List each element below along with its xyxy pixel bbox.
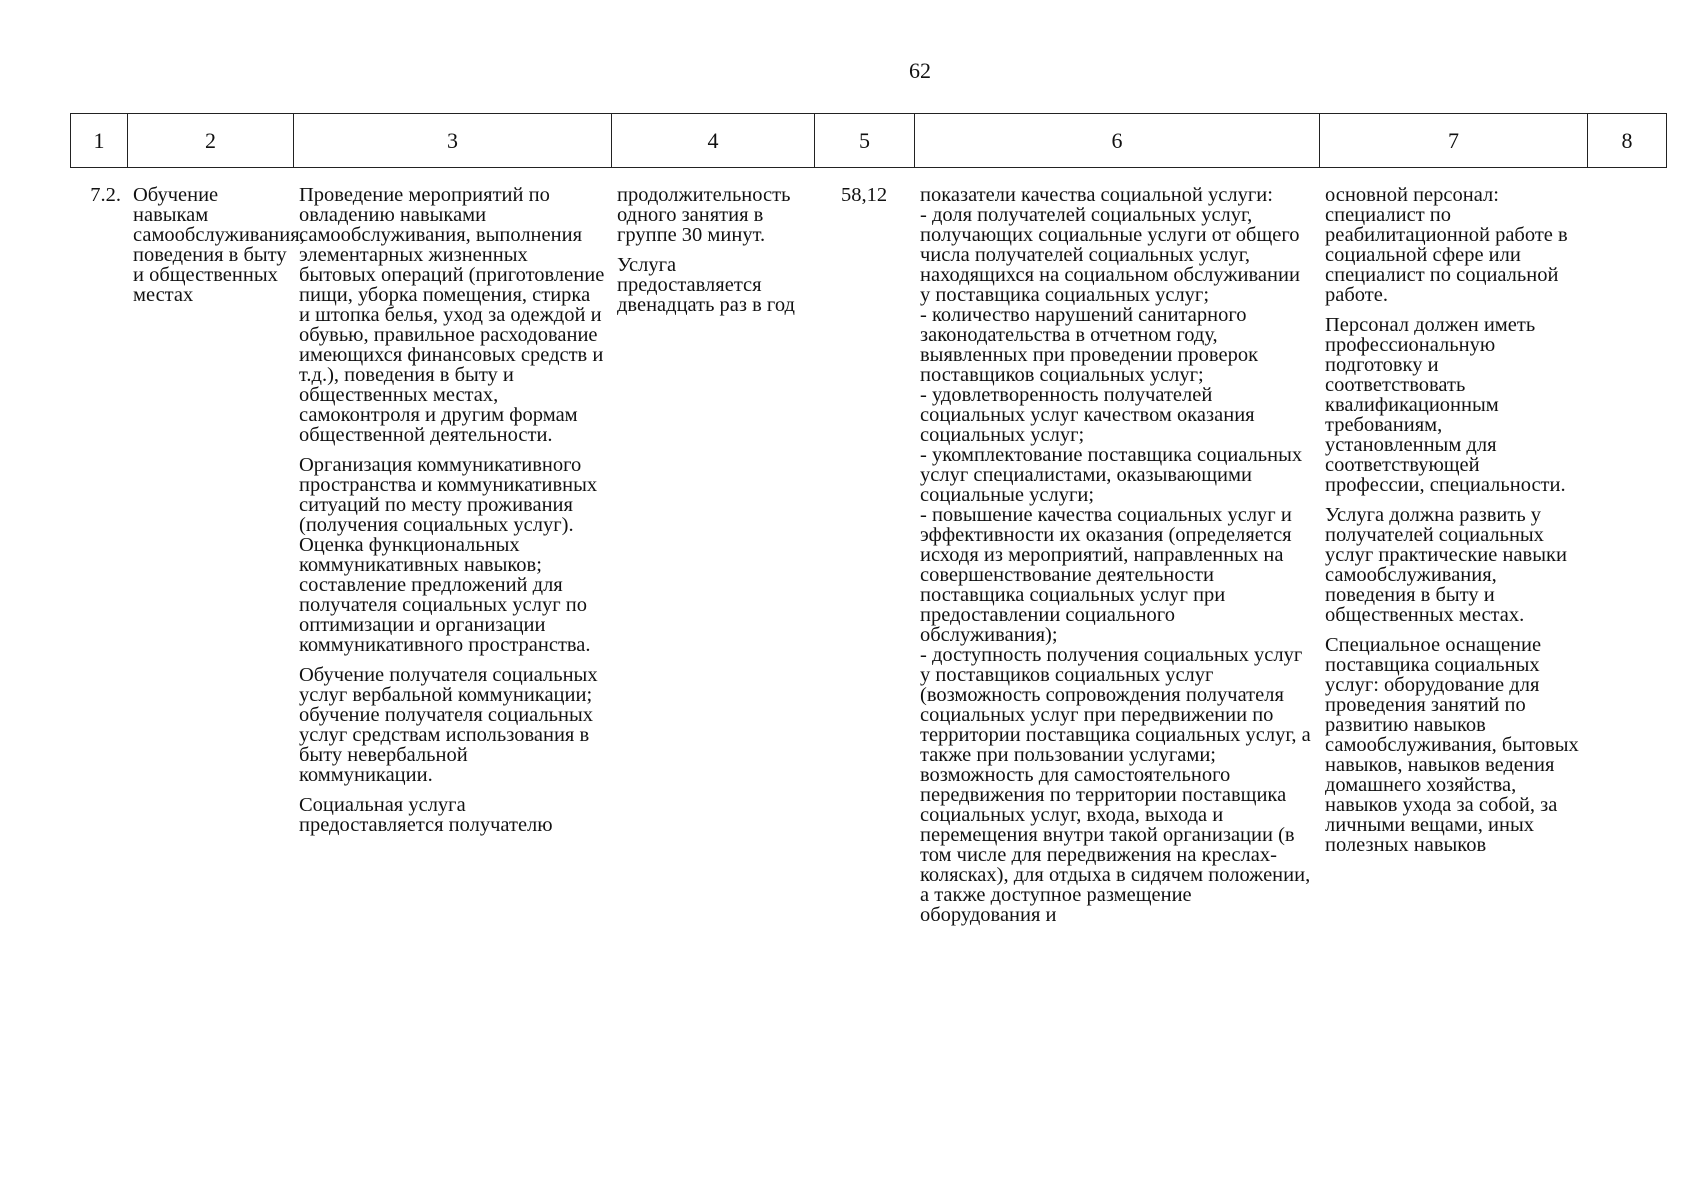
quality-indicators xyxy=(914,185,1319,935)
service-table xyxy=(70,185,1666,935)
table-row xyxy=(70,185,1666,935)
service-name-text: Обучение навыкам самообслуживания, поведения в быту и общественных местах xyxy=(133,184,305,306)
header-col-8: 8 xyxy=(1588,114,1667,168)
conditions-paragraph: Специальное оснащение поставщика социальных услуг: оборудование для проведения занятий по развитию навыков самообслуживания, бытовых навыков, навыков ведения домашнего хозяйства, навыков ухода за собой, за личными вещами, иных полезных навыков xyxy=(1325,634,1579,856)
col-8-cell xyxy=(1587,185,1666,935)
header-col-4: 4 xyxy=(612,114,815,168)
header-col-6: 6 xyxy=(915,114,1320,168)
quality-text: показатели качества социальной услуги: - доля получателей социальных услуг, получающих социальные услуги от общего числа получателей социальных услуг, находящихся на социальном обслуживании у поставщика социальных услуг; - количество нарушений санитарного законодательства в отчетном году, выявленных при проведении проверок поставщиков социальных услуг; - удовлетворенность получателей социальных услуг качеством оказания социальных услуг; - укомплектование поставщика социальных услуг специалистами, оказывающими социальные услуги; - повышение качества социальных услуг и эффективности их оказания (определяется исходя из мероприятий, направленных на совершенствование деятельности поставщика социальных услуг при предоставлении социального обслуживания); - доступность получения социальных услуг у поставщиков социальных услуг (возможность сопровождения получателя социальных услуг при передвижении по территории поставщика социальных услуг, а также при пользовании услугами; возможность для самостоятельного передвижения по территории поставщика социальных услуг, входа, выхода и перемещения внутри такой организации (в том числе для передвижения на креслах-колясках), для отдыха в сидячем положении, а также доступное размещение оборудования и xyxy=(920,184,1311,926)
description-paragraph: Проведение мероприятий по овладению навыками самообслуживания, выполнения элементарных жизненных бытовых операций (приготовление пищи, уборка помещения, стирка и штопка белья, уход за одеждой и обувью, правильное расходование имеющихся финансовых средств и т.д.), поведения в быту и общественных местах, самоконтроля и другим формам общественной деятельности. xyxy=(299,184,605,446)
header-col-5: 5 xyxy=(815,114,915,168)
header-table xyxy=(70,113,1667,168)
header-col-2: 2 xyxy=(128,114,294,168)
description-paragraph: Организация коммуникативного пространства и коммуникативных ситуаций по месту проживания (получения социальных услуг). Оценка функциональных коммуникативных навыков; составление предложений для получателя социальных услуг по оптимизации и организации коммуникативного пространства. xyxy=(299,454,598,656)
duration-paragraph: продолжительность одного занятия в группе 30 минут. xyxy=(617,184,791,246)
service-number: 7.2. xyxy=(90,184,121,206)
conditions-paragraph: Услуга должна развить у получателей социальных услуг практические навыки самообслуживания, поведения в быту и общественных местах. xyxy=(1325,504,1567,626)
description-paragraph: Социальная услуга предоставляется получателю xyxy=(299,794,553,836)
page-number: 62 xyxy=(909,58,931,83)
service-description xyxy=(293,185,611,935)
service-duration xyxy=(611,185,814,935)
conditions-paragraph: Персонал должен иметь профессиональную подготовку и соответствовать квалификационным требованиям, установленным для соответствующей профессии, специальности. xyxy=(1325,314,1566,496)
description-paragraph: Обучение получателя социальных услуг вербальной коммуникации; обучение получателя социальных услуг средствам использования в быту невербальной коммуникации. xyxy=(299,664,598,786)
header-col-7: 7 xyxy=(1320,114,1588,168)
header-col-1: 1 xyxy=(71,114,128,168)
service-cost: 58,12 xyxy=(840,184,888,206)
service-conditions xyxy=(1319,185,1587,935)
header-col-3: 3 xyxy=(294,114,612,168)
conditions-paragraph: основной персонал: специалист по реабилитационной работе в социальной сфере или специалист по социальной работе. xyxy=(1325,184,1568,306)
duration-paragraph: Услуга предоставляется двенадцать раз в год xyxy=(617,254,795,316)
service-name xyxy=(127,184,305,935)
